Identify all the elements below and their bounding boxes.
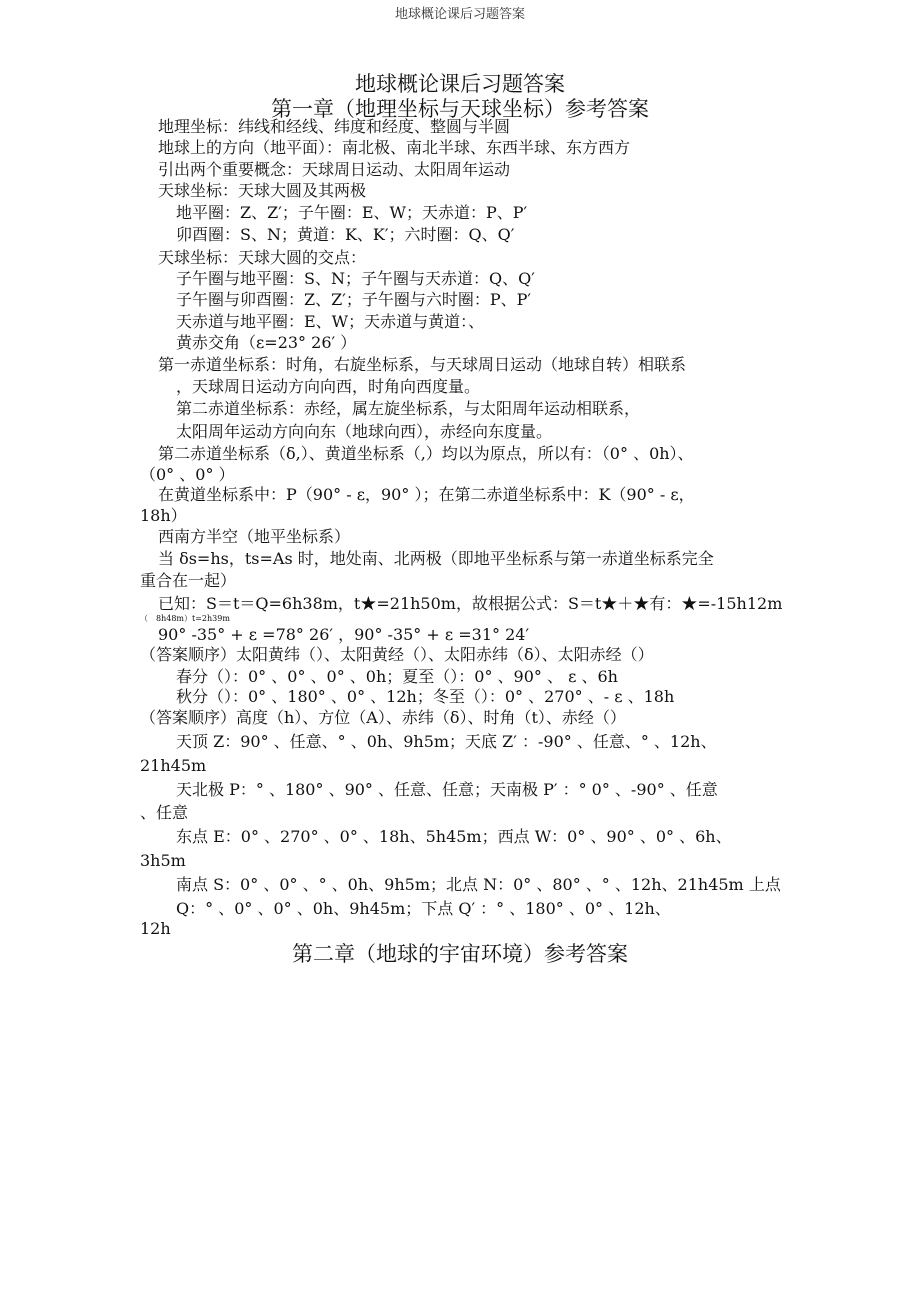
text-line: 重合在一起） (140, 571, 237, 590)
text-line: 天球坐标：天球大圆的交点： (158, 248, 367, 267)
text-line: 地理坐标：纬线和经线、纬度和经度、整圆与半圆 (158, 117, 511, 136)
document-title: 地球概论课后习题答案 (355, 72, 565, 96)
text-line: 天赤道与地平圈：E、W；天赤道与黄道：、 (176, 312, 485, 331)
running-header: 地球概论课后习题答案 (394, 7, 525, 22)
text-line: 3h5m (140, 851, 186, 870)
text-line: 子午圈与地平圈：S、N；子午圈与天赤道：Q、Q′ (176, 269, 535, 288)
text-line-small: （ 8h48m）t=2h39m (140, 614, 230, 623)
text-line: 卯酉圈：S、N；黄道：K、K′；六时圈：Q、Q′ (176, 225, 515, 244)
text-line: 地球上的方向（地平面）：南北极、南北半球、东西半球、东方西方 (158, 138, 631, 157)
text-line: 90° -35° + ε =78° 26′ ，90° -35° + ε =31° 24′ (158, 625, 530, 644)
text-line: 秋分（）：0° 、180° 、0° 、12h；冬至（）：0° 、270° 、- ε 、18h (176, 687, 675, 706)
text-line: 黄赤交角（ε=23° 26′ ） (176, 333, 357, 352)
text-line: ，天球周日运动方向向西，时角向西度量。 (176, 377, 481, 396)
text-line: 21h45m (140, 756, 207, 775)
text-line: 、任意 (140, 803, 189, 822)
text-line: 引出两个重要概念：天球周日运动、太阳周年运动 (158, 160, 511, 179)
text-line: 第二赤道坐标系：赤经，属左旋坐标系，与太阳周年运动相联系， (176, 399, 641, 418)
text-line: 当 δs=hs，ts=As 时，地处南、北两极（即地平坐标系与第一赤道坐标系完全 (158, 549, 714, 568)
text-line: 东点 E：0° 、270° 、0° 、18h、5h45m；西点 W：0° 、90° 、0° 、6h、 (176, 827, 732, 846)
chapter-2-title: 第二章（地球的宇宙环境）参考答案 (292, 942, 628, 966)
chapter-1-title: 第一章（地理坐标与天球坐标）参考答案 (271, 97, 649, 121)
text-line: 在黄道坐标系中：P（90° - ε，90° ）；在第二赤道坐标系中：K（90° - ε， (158, 485, 695, 504)
text-line: 天顶 Z：90° 、任意、° 、0h、9h5m；天底 Z′ ：-90° 、任意、° 、12h、 (176, 732, 717, 751)
text-line: Q：° 、0° 、0° 、0h、9h45m；下点 Q′ ：° 、180° 、0° 、12h、 (176, 899, 671, 918)
text-line: 已知：S＝t＝Q=6h38m，t★=21h50m，故根据公式：S＝t★＋★有：★=-15h12m (158, 594, 783, 613)
text-line: 西南方半空（地平坐标系） (158, 527, 351, 546)
text-line: 天北极 P：° 、180° 、90° 、任意、任意；天南极 P′ ：° 0° 、-90° 、任意 (176, 780, 718, 799)
text-line: 12h (140, 919, 171, 938)
text-line: 子午圈与卯酉圈：Z、Z′；子午圈与六时圈：P、P′ (176, 290, 532, 309)
text-line: 地平圈：Z、Z′；子午圈：E、W；天赤道：P、P′ (176, 203, 528, 222)
text-line: 春分（）：0° 、0° 、0° 、0h；夏至（）：0° 、90° 、 ε 、6h (176, 667, 618, 686)
text-line: （答案顺序）高度（h）、方位（A）、赤纬（δ）、时角（t）、赤经（） (140, 708, 626, 727)
text-line: （答案顺序）太阳黄纬（）、太阳黄经（）、太阳赤纬（δ）、太阳赤经（） (140, 645, 654, 664)
text-line: 第二赤道坐标系（δ,）、黄道坐标系（,）均以为原点，所以有：（0° 、0h）、 (158, 444, 694, 463)
text-line: 18h） (140, 506, 187, 525)
text-line: 太阳周年运动方向向东（地球向西），赤经向东度量。 (176, 422, 553, 441)
text-line: （0° 、0° ） (140, 465, 235, 484)
text-line: 南点 S：0° 、0° 、° 、0h、9h5m；北点 N：0° 、80° 、° 、12h、21h45m 上点 (176, 875, 781, 894)
text-line: 第一赤道坐标系：时角，右旋坐标系，与天球周日运动（地球自转）相联系 (158, 355, 687, 374)
text-line: 天球坐标：天球大圆及其两极 (158, 181, 367, 200)
